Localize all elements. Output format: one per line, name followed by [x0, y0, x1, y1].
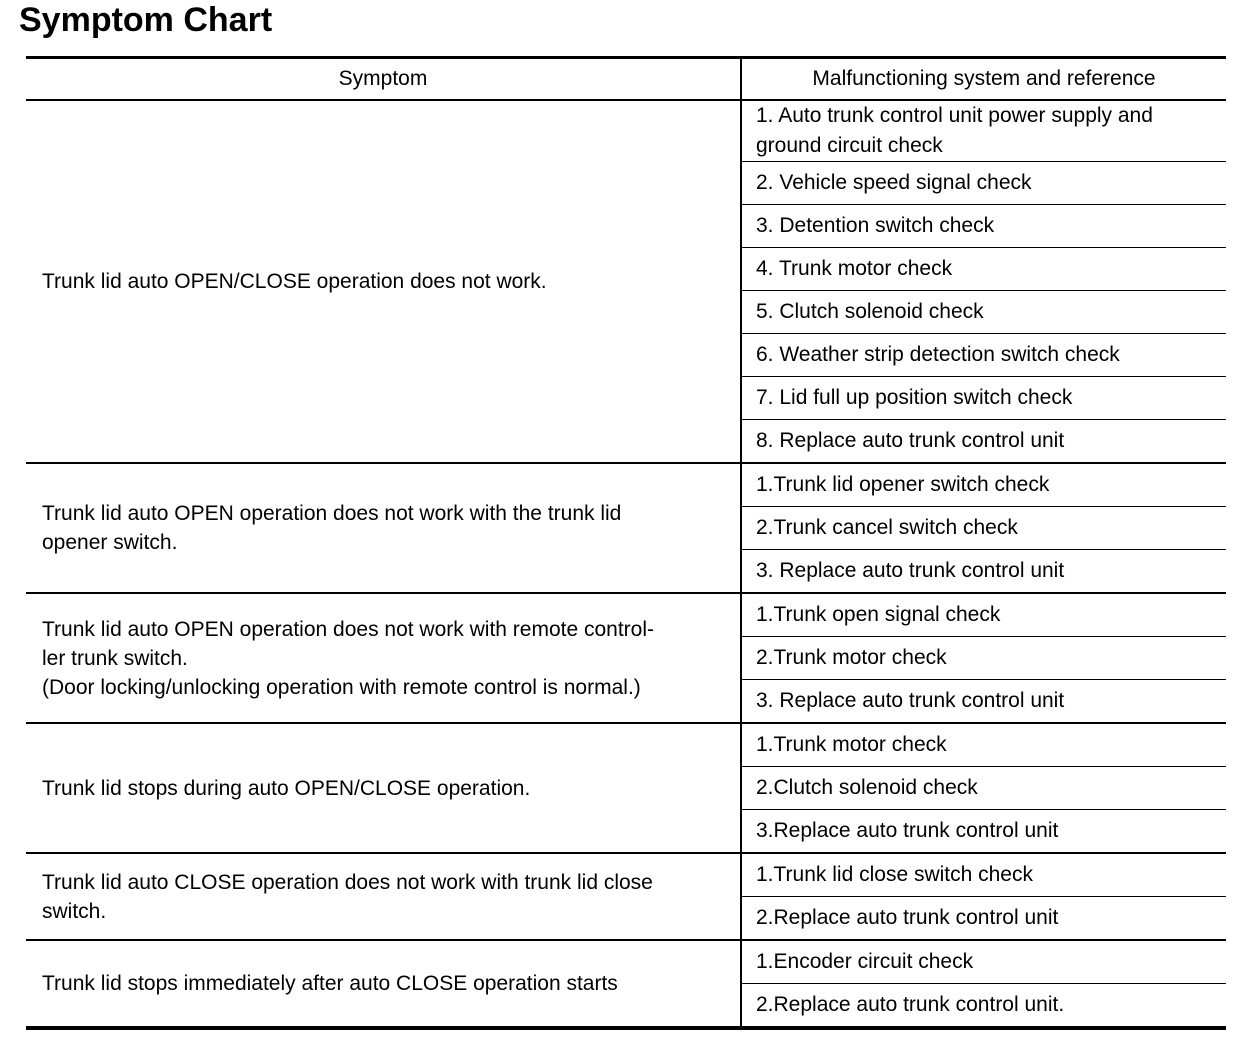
reference-cell: 1.Trunk lid close switch check	[741, 853, 1226, 897]
symptom-cell	[26, 100, 741, 463]
symptom-cell	[26, 463, 741, 593]
page-title: Symptom Chart	[19, 1, 273, 39]
reference-cell: 5. Clutch solenoid check	[741, 291, 1226, 334]
reference-cell: 1.Trunk motor check	[741, 723, 1226, 767]
reference-cell: 3. Replace auto trunk control unit	[741, 550, 1226, 594]
symptom-cell	[26, 723, 741, 853]
symptom-text-line: Trunk lid stops immediately after auto CLOSE operation starts	[42, 972, 618, 995]
reference-cell: 3. Replace auto trunk control unit	[741, 680, 1226, 724]
table-body	[26, 100, 1226, 1028]
header-symptom: Symptom	[26, 58, 741, 101]
table-row	[26, 463, 1226, 507]
symptom-text-line: ler trunk switch.	[42, 646, 188, 670]
reference-cell: 2. Vehicle speed signal check	[741, 162, 1226, 205]
symptom-cell	[26, 940, 741, 1028]
reference-cell: 1.Trunk open signal check	[741, 593, 1226, 637]
table-row	[26, 593, 1226, 637]
reference-cell: 1.Trunk lid opener switch check	[741, 463, 1226, 507]
symptom-text-line: Trunk lid auto CLOSE operation does not work with trunk lid close	[42, 870, 653, 894]
reference-cell: 4. Trunk motor check	[741, 248, 1226, 291]
symptom-text-line: Trunk lid auto OPEN operation does not work with the trunk lid	[42, 502, 622, 525]
reference-cell: 2.Replace auto trunk control unit	[741, 897, 1226, 941]
symptom-table	[26, 56, 1226, 1030]
symptom-text-line: Trunk lid auto OPEN operation does not work with remote control-	[42, 617, 655, 641]
symptom-text-line: (Door locking/unlocking operation with remote control is normal.)	[42, 675, 641, 699]
symptom-text-line: Trunk lid stops during auto OPEN/CLOSE operation.	[42, 776, 531, 800]
reference-cell: 2.Clutch solenoid check	[741, 767, 1226, 810]
reference-cell: 8. Replace auto trunk control unit	[741, 420, 1226, 464]
reference-cell: 7. Lid full up position switch check	[741, 377, 1226, 420]
table-row	[26, 100, 1226, 162]
table-row	[26, 940, 1226, 984]
header-reference: Malfunctioning system and reference	[741, 58, 1226, 101]
symptom-cell	[26, 593, 741, 723]
symptom-text-line: Trunk lid auto OPEN/CLOSE operation does not work.	[42, 270, 547, 293]
table-row	[26, 723, 1226, 767]
reference-cell: 3. Detention switch check	[741, 205, 1226, 248]
symptom-text-line: opener switch.	[42, 531, 178, 554]
symptom-text-line: switch.	[42, 899, 107, 923]
reference-cell: 2.Trunk motor check	[741, 637, 1226, 680]
reference-cell: 3.Replace auto trunk control unit	[741, 810, 1226, 854]
reference-cell: 6. Weather strip detection switch check	[741, 334, 1226, 377]
reference-cell: 2.Trunk cancel switch check	[741, 507, 1226, 550]
reference-cell: 1.Encoder circuit check	[741, 940, 1226, 984]
symptom-cell	[26, 853, 741, 940]
reference-cell: 1. Auto trunk control unit power supply and ground circuit check	[741, 100, 1226, 162]
table-row	[26, 853, 1226, 897]
table-header-row	[26, 58, 1226, 101]
reference-cell: 2.Replace auto trunk control unit.	[741, 984, 1226, 1029]
